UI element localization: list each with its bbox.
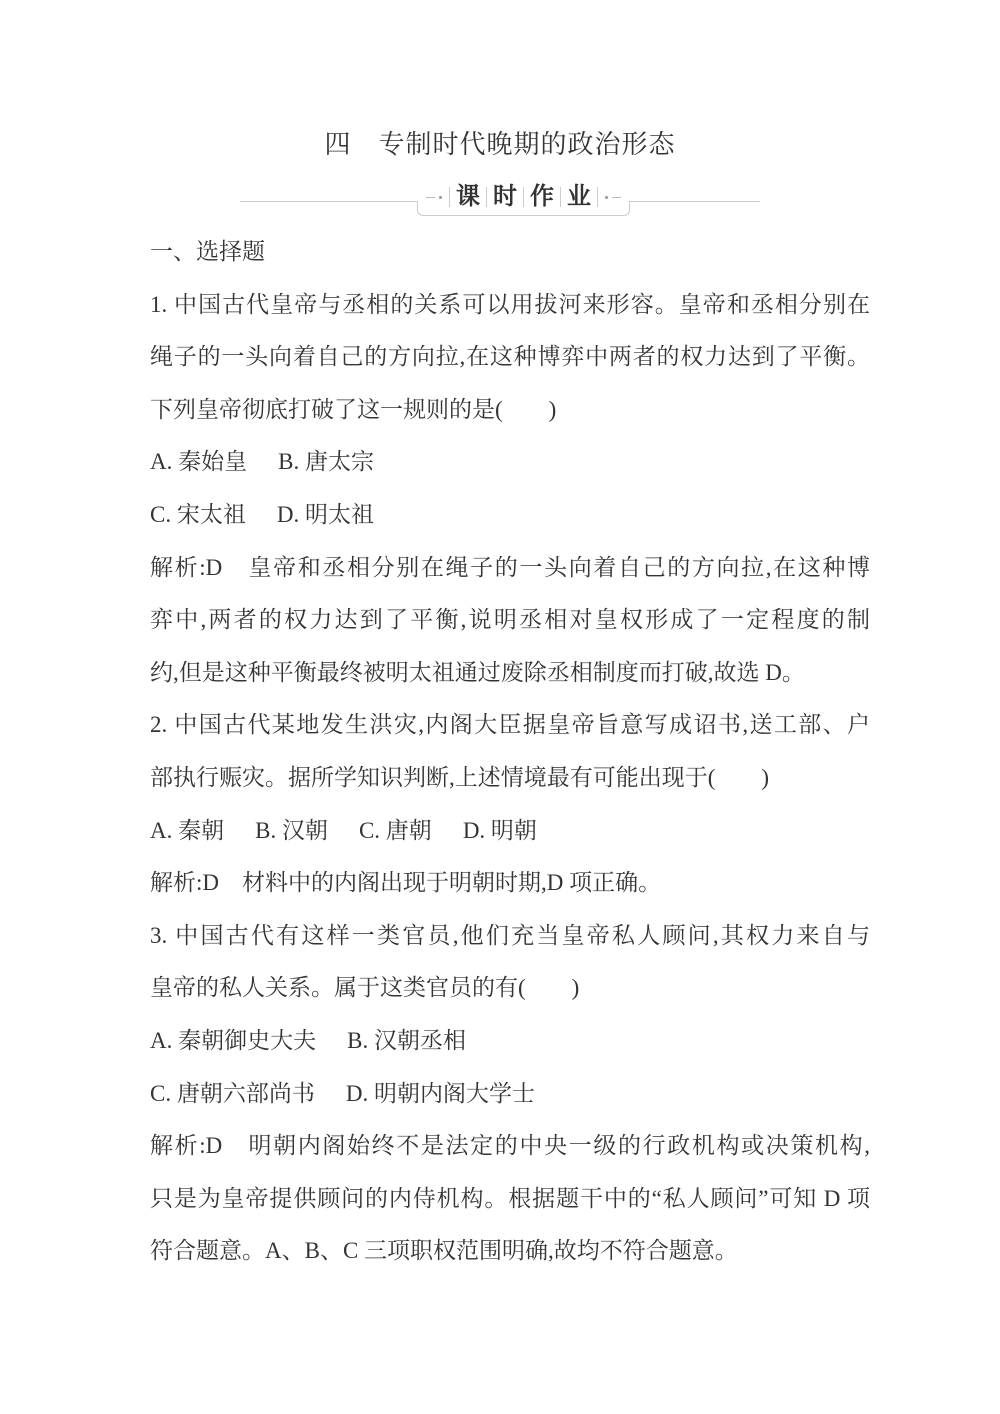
- options-row: [150, 1015, 870, 1068]
- option-item: A. 秦朝御史大夫: [150, 1027, 317, 1053]
- banner-dash-right: [612, 197, 621, 198]
- option-item: D. 明朝内阁大学士: [345, 1080, 535, 1106]
- banner-char: 时: [493, 184, 517, 210]
- assignment-banner: [0, 180, 1000, 222]
- analysis-line: 解析:D 材料中的内阁出现于明朝时期,D 项正确。: [150, 870, 662, 896]
- text-line: 皇帝的私人关系。属于这类官员的有( ): [150, 975, 580, 1001]
- banner-char: 作: [530, 184, 554, 210]
- options-row: [150, 489, 870, 542]
- banner-char: 业: [567, 184, 591, 210]
- option-item: D. 明朝: [462, 817, 537, 843]
- option-item: B. 唐太宗: [278, 449, 374, 475]
- banner-box: [417, 180, 630, 214]
- text-line: 只是为皇帝提供顾问的内侍机构。根据题干中的“私人顾问”可知 D 项: [150, 1185, 870, 1211]
- analysis-line: 解析:D 皇帝和丞相分别在绳子的一头向着自己的方向拉,在这种博: [150, 554, 870, 580]
- analysis-line: 解析:D 明朝内阁始终不是法定的中央一级的行政机构或决策机构,: [150, 1133, 870, 1159]
- text-line: 约,但是这种平衡最终被明太祖通过废除丞相制度而打破,故选 D。: [150, 659, 805, 685]
- option-item: B. 汉朝: [255, 817, 328, 843]
- text-line: 下列皇帝彻底打破了这一规则的是( ): [150, 396, 557, 422]
- banner-char: 课: [456, 184, 480, 210]
- banner-rule-left: [240, 201, 417, 202]
- option-item: B. 汉朝丞相: [347, 1027, 466, 1053]
- option-item: C. 唐朝六部尚书: [150, 1080, 315, 1106]
- options-row: [150, 436, 870, 489]
- question-line: 2. 中国古代某地发生洪灾,内阁大臣据皇帝旨意写成诏书,送工部、户: [150, 712, 870, 738]
- banner-dot-right: [605, 196, 608, 199]
- banner-rule-right: [630, 201, 760, 202]
- option-item: A. 秦朝: [150, 817, 225, 843]
- document-body: [150, 226, 870, 1278]
- section-heading: 一、选择题: [150, 239, 265, 264]
- option-item: A. 秦始皇: [150, 449, 248, 475]
- page-title: 四 专制时代晚期的政治形态: [324, 130, 676, 159]
- options-row: [150, 1068, 870, 1121]
- text-line: 符合题意。A、B、C 三项职权范围明确,故均不符合题意。: [150, 1238, 738, 1264]
- option-item: C. 唐朝: [358, 817, 432, 843]
- options-row: [150, 805, 870, 858]
- text-line: 部执行赈灾。据所学知识判断,上述情境最有可能出现于( ): [150, 764, 770, 790]
- banner-frame: [417, 201, 630, 216]
- banner-dash-left: [426, 197, 435, 198]
- text-line: 绳子的一头向着自己的方向拉,在这种博弈中两者的权力达到了平衡。: [150, 344, 870, 370]
- option-item: C. 宋太祖: [150, 501, 246, 527]
- option-item: D. 明太祖: [276, 501, 374, 527]
- question-line: 1. 中国古代皇帝与丞相的关系可以用拔河来形容。皇帝和丞相分别在: [150, 291, 870, 317]
- banner-dot-left: [439, 196, 442, 199]
- text-line: 弈中,两者的权力达到了平衡,说明丞相对皇权形成了一定程度的制: [150, 607, 870, 633]
- question-line: 3. 中国古代有这样一类官员,他们充当皇帝私人顾问,其权力来自与: [150, 922, 870, 948]
